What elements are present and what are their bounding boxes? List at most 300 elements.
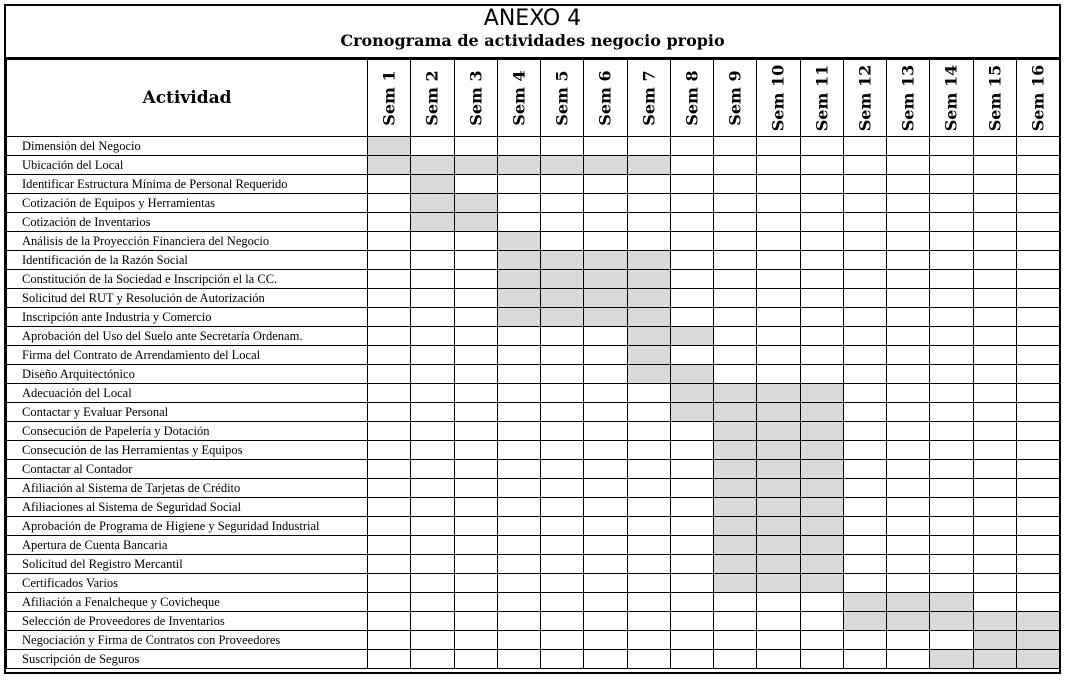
week-cell — [627, 441, 670, 460]
week-cell — [930, 479, 973, 498]
week-header-2 — [411, 60, 454, 137]
week-cell — [368, 498, 411, 517]
scheduled-week-cell — [757, 460, 800, 479]
scheduled-week-cell — [1016, 650, 1059, 669]
week-cell — [973, 175, 1016, 194]
week-cell — [670, 574, 713, 593]
week-cell — [973, 555, 1016, 574]
scheduled-week-cell — [930, 650, 973, 669]
week-cell — [368, 593, 411, 612]
week-cell — [454, 175, 497, 194]
week-cell — [497, 536, 540, 555]
week-cell — [541, 327, 584, 346]
page-subtitle: Cronograma de actividades negocio propio — [340, 31, 725, 50]
week-cell — [368, 213, 411, 232]
week-cell — [584, 460, 627, 479]
week-cell — [670, 175, 713, 194]
table-row — [7, 612, 1060, 631]
week-header-1 — [368, 60, 411, 137]
week-cell — [757, 308, 800, 327]
week-cell — [973, 346, 1016, 365]
scheduled-week-cell — [541, 156, 584, 175]
week-cell — [1016, 194, 1059, 213]
week-cell — [1016, 232, 1059, 251]
table-row — [7, 194, 1060, 213]
scheduled-week-cell — [411, 156, 454, 175]
week-cell — [930, 384, 973, 403]
scheduled-week-cell — [454, 156, 497, 175]
scheduled-week-cell — [627, 365, 670, 384]
week-header-6 — [584, 60, 627, 137]
week-cell — [584, 612, 627, 631]
week-cell — [714, 631, 757, 650]
week-cell — [670, 346, 713, 365]
week-cell — [714, 365, 757, 384]
scheduled-week-cell — [714, 555, 757, 574]
week-cell — [973, 232, 1016, 251]
week-cell — [541, 612, 584, 631]
title-block — [6, 6, 1059, 59]
week-cell — [1016, 137, 1059, 156]
week-cell — [930, 555, 973, 574]
scheduled-week-cell — [497, 251, 540, 270]
week-cell — [887, 308, 930, 327]
week-cell — [973, 498, 1016, 517]
week-label: Sem 12 — [855, 64, 875, 132]
week-cell — [757, 631, 800, 650]
week-cell — [497, 137, 540, 156]
week-cell — [368, 536, 411, 555]
table-row — [7, 156, 1060, 175]
week-cell — [800, 612, 843, 631]
table-row — [7, 479, 1060, 498]
table-row — [7, 365, 1060, 384]
week-cell — [887, 156, 930, 175]
week-cell — [973, 213, 1016, 232]
week-cell — [411, 308, 454, 327]
week-cell — [584, 194, 627, 213]
week-cell — [584, 631, 627, 650]
week-cell — [584, 498, 627, 517]
week-cell — [584, 536, 627, 555]
scheduled-week-cell — [584, 270, 627, 289]
week-header-8 — [670, 60, 713, 137]
week-label: Sem 4 — [509, 70, 529, 126]
scheduled-week-cell — [930, 612, 973, 631]
week-cell — [670, 251, 713, 270]
activity-label: Identificar Estructura Mínima de Personal Requerido — [7, 175, 368, 194]
table-row — [7, 232, 1060, 251]
week-cell — [411, 403, 454, 422]
week-cell — [843, 156, 886, 175]
week-cell — [800, 213, 843, 232]
week-cell — [1016, 175, 1059, 194]
week-cell — [411, 270, 454, 289]
week-cell — [627, 650, 670, 669]
week-label: Sem 15 — [985, 64, 1005, 132]
week-label: Sem 11 — [812, 64, 832, 132]
week-header-10 — [757, 60, 800, 137]
week-cell — [627, 194, 670, 213]
week-cell — [497, 612, 540, 631]
week-label: Sem 10 — [768, 64, 788, 132]
week-cell — [411, 536, 454, 555]
week-cell — [541, 232, 584, 251]
week-label: Sem 6 — [595, 70, 615, 126]
activity-label: Certificados Varios — [7, 574, 368, 593]
week-cell — [454, 460, 497, 479]
week-label: Sem 7 — [639, 70, 659, 126]
week-cell — [843, 536, 886, 555]
table-row — [7, 422, 1060, 441]
week-cell — [497, 327, 540, 346]
week-label: Sem 14 — [941, 64, 961, 132]
table-row — [7, 270, 1060, 289]
week-cell — [930, 251, 973, 270]
week-cell — [454, 384, 497, 403]
week-cell — [973, 517, 1016, 536]
week-cell — [627, 517, 670, 536]
table-row — [7, 403, 1060, 422]
week-label: Sem 2 — [422, 70, 442, 126]
week-cell — [930, 631, 973, 650]
scheduled-week-cell — [843, 593, 886, 612]
scheduled-week-cell — [800, 384, 843, 403]
week-cell — [973, 289, 1016, 308]
week-cell — [584, 327, 627, 346]
week-cell — [497, 384, 540, 403]
week-cell — [411, 346, 454, 365]
week-cell — [497, 403, 540, 422]
table-row — [7, 555, 1060, 574]
week-cell — [368, 251, 411, 270]
week-cell — [843, 403, 886, 422]
week-cell — [497, 574, 540, 593]
scheduled-week-cell — [670, 327, 713, 346]
scheduled-week-cell — [930, 593, 973, 612]
week-cell — [843, 346, 886, 365]
week-cell — [541, 555, 584, 574]
week-cell — [670, 593, 713, 612]
week-cell — [887, 574, 930, 593]
week-cell — [627, 384, 670, 403]
week-cell — [1016, 479, 1059, 498]
week-cell — [627, 422, 670, 441]
week-cell — [584, 175, 627, 194]
table-row — [7, 574, 1060, 593]
scheduled-week-cell — [627, 156, 670, 175]
week-header-7 — [627, 60, 670, 137]
week-cell — [368, 175, 411, 194]
week-cell — [670, 137, 713, 156]
week-cell — [541, 441, 584, 460]
scheduled-week-cell — [627, 289, 670, 308]
week-cell — [887, 213, 930, 232]
week-cell — [887, 270, 930, 289]
week-label: Sem 3 — [466, 70, 486, 126]
page-title: ANEXO 4 — [483, 6, 582, 31]
scheduled-week-cell — [887, 593, 930, 612]
week-cell — [670, 555, 713, 574]
week-cell — [584, 574, 627, 593]
week-header-16 — [1016, 60, 1059, 137]
week-cell — [843, 498, 886, 517]
week-cell — [454, 555, 497, 574]
week-cell — [887, 194, 930, 213]
week-cell — [930, 213, 973, 232]
week-cell — [454, 441, 497, 460]
scheduled-week-cell — [757, 536, 800, 555]
week-cell — [670, 460, 713, 479]
week-cell — [1016, 156, 1059, 175]
week-cell — [843, 251, 886, 270]
table-row — [7, 631, 1060, 650]
week-cell — [541, 479, 584, 498]
activity-label: Aprobación del Uso del Suelo ante Secretaría Ordenam. — [7, 327, 368, 346]
week-cell — [843, 422, 886, 441]
week-cell — [757, 213, 800, 232]
week-cell — [887, 403, 930, 422]
week-cell — [887, 137, 930, 156]
table-row — [7, 460, 1060, 479]
week-cell — [973, 156, 1016, 175]
week-header-3 — [454, 60, 497, 137]
week-cell — [541, 517, 584, 536]
week-header-15 — [973, 60, 1016, 137]
week-cell — [627, 479, 670, 498]
week-header-5 — [541, 60, 584, 137]
week-cell — [757, 251, 800, 270]
week-cell — [627, 593, 670, 612]
week-cell — [368, 460, 411, 479]
week-cell — [411, 289, 454, 308]
week-cell — [757, 156, 800, 175]
week-cell — [627, 631, 670, 650]
week-label: Sem 13 — [898, 64, 918, 132]
week-cell — [411, 479, 454, 498]
scheduled-week-cell — [627, 308, 670, 327]
week-cell — [411, 612, 454, 631]
week-cell — [930, 441, 973, 460]
scheduled-week-cell — [411, 194, 454, 213]
week-cell — [454, 365, 497, 384]
week-cell — [973, 327, 1016, 346]
activity-label: Identificación de la Razón Social — [7, 251, 368, 270]
week-cell — [411, 593, 454, 612]
week-cell — [887, 175, 930, 194]
week-cell — [411, 555, 454, 574]
week-cell — [887, 460, 930, 479]
week-cell — [887, 422, 930, 441]
week-cell — [1016, 213, 1059, 232]
week-cell — [714, 156, 757, 175]
week-cell — [1016, 517, 1059, 536]
activity-label: Afiliación a Fenalcheque y Covicheque — [7, 593, 368, 612]
scheduled-week-cell — [584, 289, 627, 308]
week-cell — [368, 574, 411, 593]
week-cell — [670, 536, 713, 555]
week-cell — [887, 479, 930, 498]
week-cell — [757, 650, 800, 669]
week-cell — [541, 593, 584, 612]
scheduled-week-cell — [584, 156, 627, 175]
week-cell — [368, 194, 411, 213]
week-cell — [368, 308, 411, 327]
week-cell — [930, 574, 973, 593]
week-cell — [930, 460, 973, 479]
week-header-12 — [843, 60, 886, 137]
activity-label: Contactar al Contador — [7, 460, 368, 479]
week-cell — [800, 346, 843, 365]
week-cell — [1016, 441, 1059, 460]
week-cell — [454, 631, 497, 650]
activity-label: Apertura de Cuenta Bancaria — [7, 536, 368, 555]
week-cell — [714, 175, 757, 194]
week-cell — [714, 213, 757, 232]
scheduled-week-cell — [627, 251, 670, 270]
week-cell — [973, 365, 1016, 384]
activity-label: Cotización de Equipos y Herramientas — [7, 194, 368, 213]
week-cell — [930, 517, 973, 536]
week-cell — [1016, 574, 1059, 593]
week-cell — [714, 650, 757, 669]
week-cell — [497, 479, 540, 498]
week-cell — [887, 555, 930, 574]
activity-label: Dimensión del Negocio — [7, 137, 368, 156]
week-cell — [887, 441, 930, 460]
scheduled-week-cell — [497, 232, 540, 251]
week-label: Sem 5 — [552, 70, 572, 126]
scheduled-week-cell — [800, 422, 843, 441]
week-cell — [497, 175, 540, 194]
scheduled-week-cell — [800, 403, 843, 422]
week-cell — [800, 631, 843, 650]
activity-label: Consecución de Papelería y Dotación — [7, 422, 368, 441]
week-cell — [497, 650, 540, 669]
week-cell — [930, 175, 973, 194]
week-cell — [454, 593, 497, 612]
week-cell — [973, 270, 1016, 289]
week-cell — [584, 555, 627, 574]
week-header-9 — [714, 60, 757, 137]
week-cell — [757, 137, 800, 156]
week-cell — [541, 650, 584, 669]
week-cell — [454, 289, 497, 308]
week-cell — [757, 612, 800, 631]
scheduled-week-cell — [800, 555, 843, 574]
week-cell — [843, 137, 886, 156]
week-cell — [800, 327, 843, 346]
table-row — [7, 441, 1060, 460]
scheduled-week-cell — [800, 517, 843, 536]
scheduled-week-cell — [627, 346, 670, 365]
week-cell — [973, 308, 1016, 327]
activity-label: Afiliación al Sistema de Tarjetas de Crédito — [7, 479, 368, 498]
week-cell — [843, 308, 886, 327]
week-cell — [584, 232, 627, 251]
week-cell — [541, 213, 584, 232]
activity-label: Consecución de las Herramientas y Equipos — [7, 441, 368, 460]
week-cell — [930, 232, 973, 251]
week-cell — [584, 593, 627, 612]
week-cell — [497, 555, 540, 574]
week-cell — [368, 650, 411, 669]
week-cell — [887, 346, 930, 365]
week-cell — [670, 308, 713, 327]
scheduled-week-cell — [541, 308, 584, 327]
scheduled-week-cell — [541, 270, 584, 289]
week-header-14 — [930, 60, 973, 137]
week-cell — [627, 213, 670, 232]
scheduled-week-cell — [800, 479, 843, 498]
scheduled-week-cell — [497, 156, 540, 175]
week-cell — [541, 365, 584, 384]
week-cell — [497, 441, 540, 460]
scheduled-week-cell — [757, 479, 800, 498]
week-cell — [800, 270, 843, 289]
scheduled-week-cell — [714, 403, 757, 422]
week-cell — [454, 650, 497, 669]
week-cell — [1016, 593, 1059, 612]
week-cell — [800, 289, 843, 308]
scheduled-week-cell — [800, 460, 843, 479]
week-cell — [368, 517, 411, 536]
week-cell — [627, 612, 670, 631]
activity-label: Suscripción de Seguros — [7, 650, 368, 669]
week-cell — [1016, 460, 1059, 479]
week-cell — [800, 593, 843, 612]
week-cell — [497, 194, 540, 213]
scheduled-week-cell — [800, 574, 843, 593]
week-cell — [843, 270, 886, 289]
scheduled-week-cell — [800, 498, 843, 517]
week-cell — [368, 346, 411, 365]
week-cell — [843, 517, 886, 536]
week-cell — [714, 270, 757, 289]
week-cell — [757, 289, 800, 308]
week-cell — [714, 327, 757, 346]
week-cell — [368, 612, 411, 631]
week-cell — [627, 232, 670, 251]
week-cell — [411, 384, 454, 403]
scheduled-week-cell — [454, 194, 497, 213]
week-cell — [670, 270, 713, 289]
scheduled-week-cell — [714, 384, 757, 403]
week-cell — [584, 213, 627, 232]
week-cell — [541, 460, 584, 479]
week-cell — [454, 536, 497, 555]
week-cell — [541, 403, 584, 422]
scheduled-week-cell — [757, 574, 800, 593]
activity-label: Aprobación de Programa de Higiene y Seguridad Industrial — [7, 517, 368, 536]
scheduled-week-cell — [368, 156, 411, 175]
week-cell — [973, 384, 1016, 403]
week-cell — [454, 403, 497, 422]
week-cell — [887, 327, 930, 346]
week-cell — [843, 289, 886, 308]
week-cell — [757, 593, 800, 612]
week-cell — [368, 270, 411, 289]
week-cell — [973, 574, 1016, 593]
week-cell — [411, 365, 454, 384]
week-cell — [887, 251, 930, 270]
scheduled-week-cell — [584, 308, 627, 327]
week-cell — [368, 232, 411, 251]
scheduled-week-cell — [497, 270, 540, 289]
week-cell — [584, 479, 627, 498]
week-cell — [368, 384, 411, 403]
scheduled-week-cell — [1016, 612, 1059, 631]
